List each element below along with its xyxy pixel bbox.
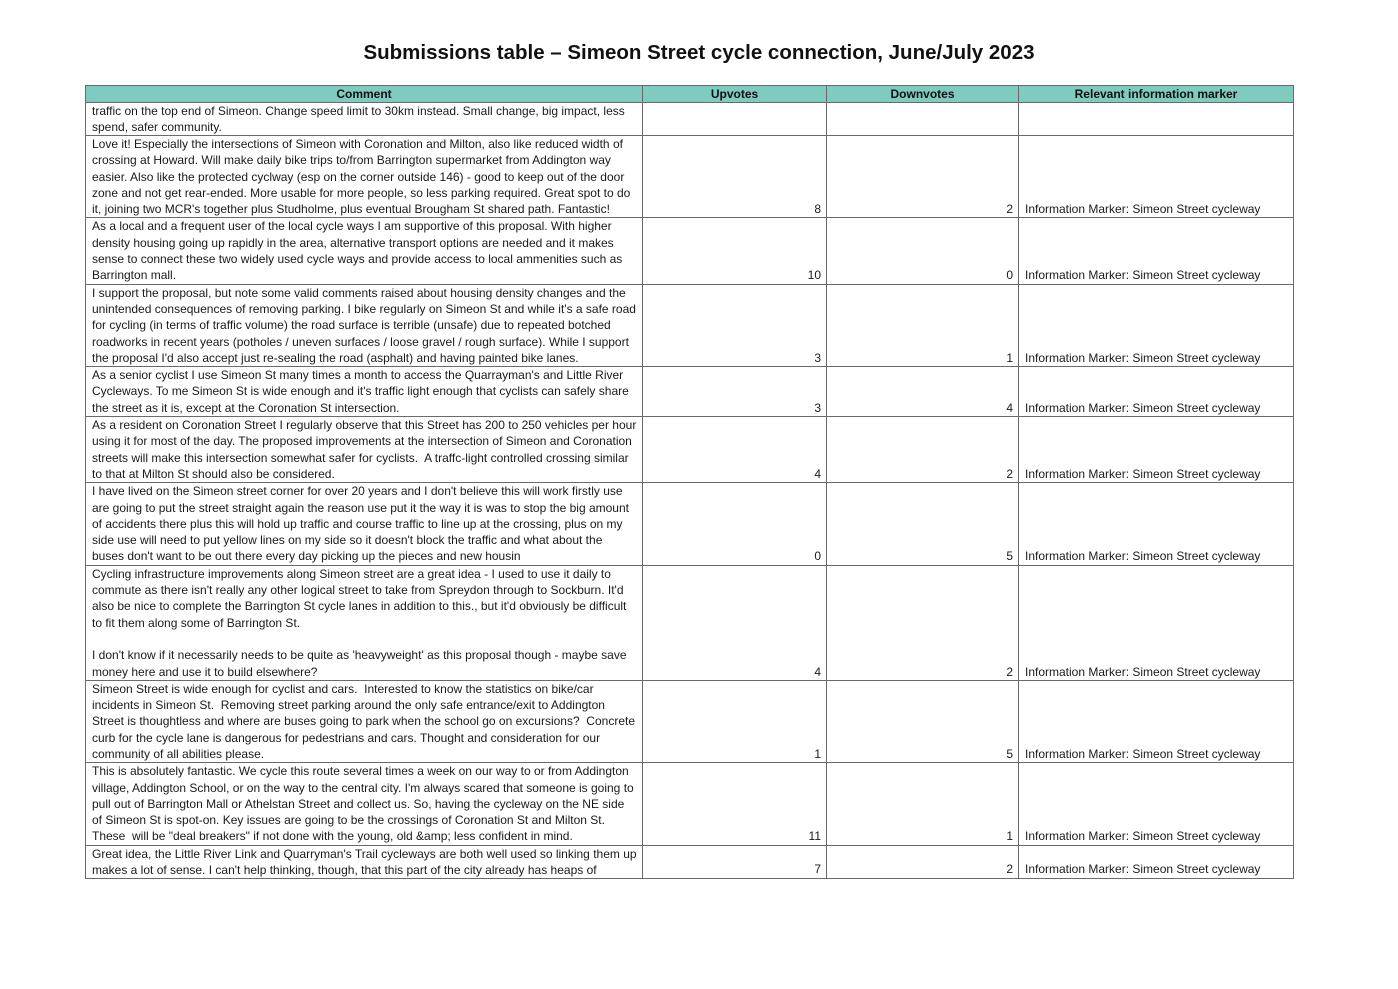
downvotes-cell: 1 [827,284,1019,366]
downvotes-cell: 2 [827,565,1019,680]
column-header-downvotes: Downvotes [827,86,1019,103]
comment-cell [86,845,643,878]
table-row [86,218,1294,284]
table-row [86,367,1294,417]
table-row [86,483,1294,565]
table-row [86,565,1294,680]
column-header-comment: Comment [86,86,643,103]
upvotes-cell: 10 [643,218,827,284]
table-row [86,680,1294,762]
marker-cell: Information Marker: Simeon Street cycleway [1019,845,1294,878]
marker-cell: Information Marker: Simeon Street cycleway [1019,483,1294,565]
upvotes-cell: 3 [643,367,827,417]
downvotes-cell: 5 [827,680,1019,762]
comment-cell: Simeon Street is wide enough for cyclist and cars. Interested to know the statistics on bike/car incidents in Simeon St. Removing street parking around the only safe entrance/exit to Addington Street is thoughtless and where are buses going to park when the school go on excursions? Concrete curb for the cycle lane is dangerous for pedestrians and cars. Thought and consideration for our community of all abilities please. [86,680,643,762]
comment-text: Great idea, the Little River Link and Quarryman's Trail cycleways are both well used so linking them up makes a lot of sense. I can't help thinking, though, that this part of the city already has heaps of [92,846,640,878]
marker-cell: Information Marker: Simeon Street cycleway [1019,565,1294,680]
upvotes-cell: 4 [643,417,827,483]
table-row [86,845,1294,878]
upvotes-cell: 3 [643,284,827,366]
upvotes-cell [643,103,827,136]
downvotes-cell: 2 [827,417,1019,483]
marker-cell: Information Marker: Simeon Street cycleway [1019,136,1294,218]
downvotes-cell [827,103,1019,136]
upvotes-cell: 1 [643,680,827,762]
submissions-table [85,85,1294,879]
table-row [86,417,1294,483]
comment-cell: I have lived on the Simeon street corner for over 20 years and I don't believe this will work firstly use are going to put the street straight again the reason use put it the way it is was to stop the big amount of accidents there plus this will hold up traffic and course traffic to line up at the crossing, plus on my side use will need to put yellow lines on my side so it doesn't block the traffic and what about the buses don't want to be out there every day picking up the pieces and new housin [86,483,643,565]
downvotes-cell: 5 [827,483,1019,565]
comment-cell: This is absolutely fantastic. We cycle this route several times a week on our way to or from Addington village, Addington School, or on the way to the central city. I'm always scared that someone is going to pull out of Barrington Mall or Athelstan Street and collect us. So, having the cycleway on the NE side of Simeon St is spot-on. Key issues are going to be the crossings of Coronation St and Milton St. These will be "deal breakers" if not done with the young, old &amp; less confident in mind. [86,763,643,845]
marker-cell: Information Marker: Simeon Street cycleway [1019,417,1294,483]
comment-cell: I support the proposal, but note some valid comments raised about housing density changes and the unintended consequences of removing parking. I bike regularly on Simeon St and while it's a safe road for cycling (in terms of traffic volume) the road surface is terrible (unsafe) due to repeated botched roadworks in recent years (potholes / uneven surfaces / loose gravel / rough surface). While I support the proposal I'd also accept just re-sealing the road (asphalt) and having painted bike lanes. [86,284,643,366]
marker-cell: Information Marker: Simeon Street cycleway [1019,680,1294,762]
table-row [86,136,1294,218]
marker-cell: Information Marker: Simeon Street cycleway [1019,218,1294,284]
table-row [86,763,1294,845]
page-title: Submissions table – Simeon Street cycle connection, June/July 2023 [363,41,1035,64]
upvotes-cell: 0 [643,483,827,565]
downvotes-cell: 2 [827,845,1019,878]
downvotes-cell: 1 [827,763,1019,845]
marker-cell: Information Marker: Simeon Street cycleway [1019,284,1294,366]
comment-cell: As a resident on Coronation Street I regularly observe that this Street has 200 to 250 vehicles per hour using it for most of the day. The proposed improvements at the intersection of Simeon and Coronation streets will make this intersection somewhat safer for cyclists. A traffc-light controlled crossing similar to that at Milton St should also be considered. [86,417,643,483]
downvotes-cell: 4 [827,367,1019,417]
comment-cell: Love it! Especially the intersections of Simeon with Coronation and Milton, also like reduced width of crossing at Howard. Will make daily bike trips to/from Barrington supermarket from Addington way easier. Also like the protected cyclway (esp on the corner outside 146) - good to keep out of the door zone and not get rear-ended. More usable for more people, so less parking required. Great spot to do it, joining two MCR's together plus Studholme, plus eventual Brougham St shared path. Fantastic! [86,136,643,218]
column-header-upvotes: Upvotes [643,86,827,103]
upvotes-cell: 8 [643,136,827,218]
marker-cell: Information Marker: Simeon Street cycleway [1019,367,1294,417]
downvotes-cell: 2 [827,136,1019,218]
upvotes-cell: 7 [643,845,827,878]
comment-cell: As a local and a frequent user of the local cycle ways I am supportive of this proposal. With higher density housing going up rapidly in the area, alternative transport options are needed and it makes sense to connect these two widely used cycle ways and provide access to local ammenities such as Barrington mall. [86,218,643,284]
comment-cell: As a senior cyclist I use Simeon St many times a month to access the Quarrayman's and Little River Cycleways. To me Simeon St is wide enough and it's traffic light enough that cyclists can safely share the street as it is, except at the Coronation St intersection. [86,367,643,417]
comment-cell: Cycling infrastructure improvements along Simeon street are a great idea - I used to use it daily to commute as there isn't really any other logical street to take from Spreydon through to Sockburn. It'd also be nice to complete the Barrington St cycle lanes in addition to this., but it'd obviously be difficult to fit them along some of Barrington St. I don't know if it necessarily needs to be quite as 'heavyweight' as this proposal though - maybe save money here and use it to build elsewhere? [86,565,643,680]
table-row [86,284,1294,366]
downvotes-cell: 0 [827,218,1019,284]
table-row [86,103,1294,136]
upvotes-cell: 4 [643,565,827,680]
upvotes-cell: 11 [643,763,827,845]
table-header-row [86,86,1294,103]
marker-cell: Information Marker: Simeon Street cycleway [1019,763,1294,845]
comment-text: traffic on the top end of Simeon. Change speed limit to 30km instead. Small change, big impact, less spend, safer community. [92,104,629,135]
column-header-marker: Relevant information marker [1019,86,1294,103]
comment-cell [86,103,643,136]
marker-cell [1019,103,1294,136]
